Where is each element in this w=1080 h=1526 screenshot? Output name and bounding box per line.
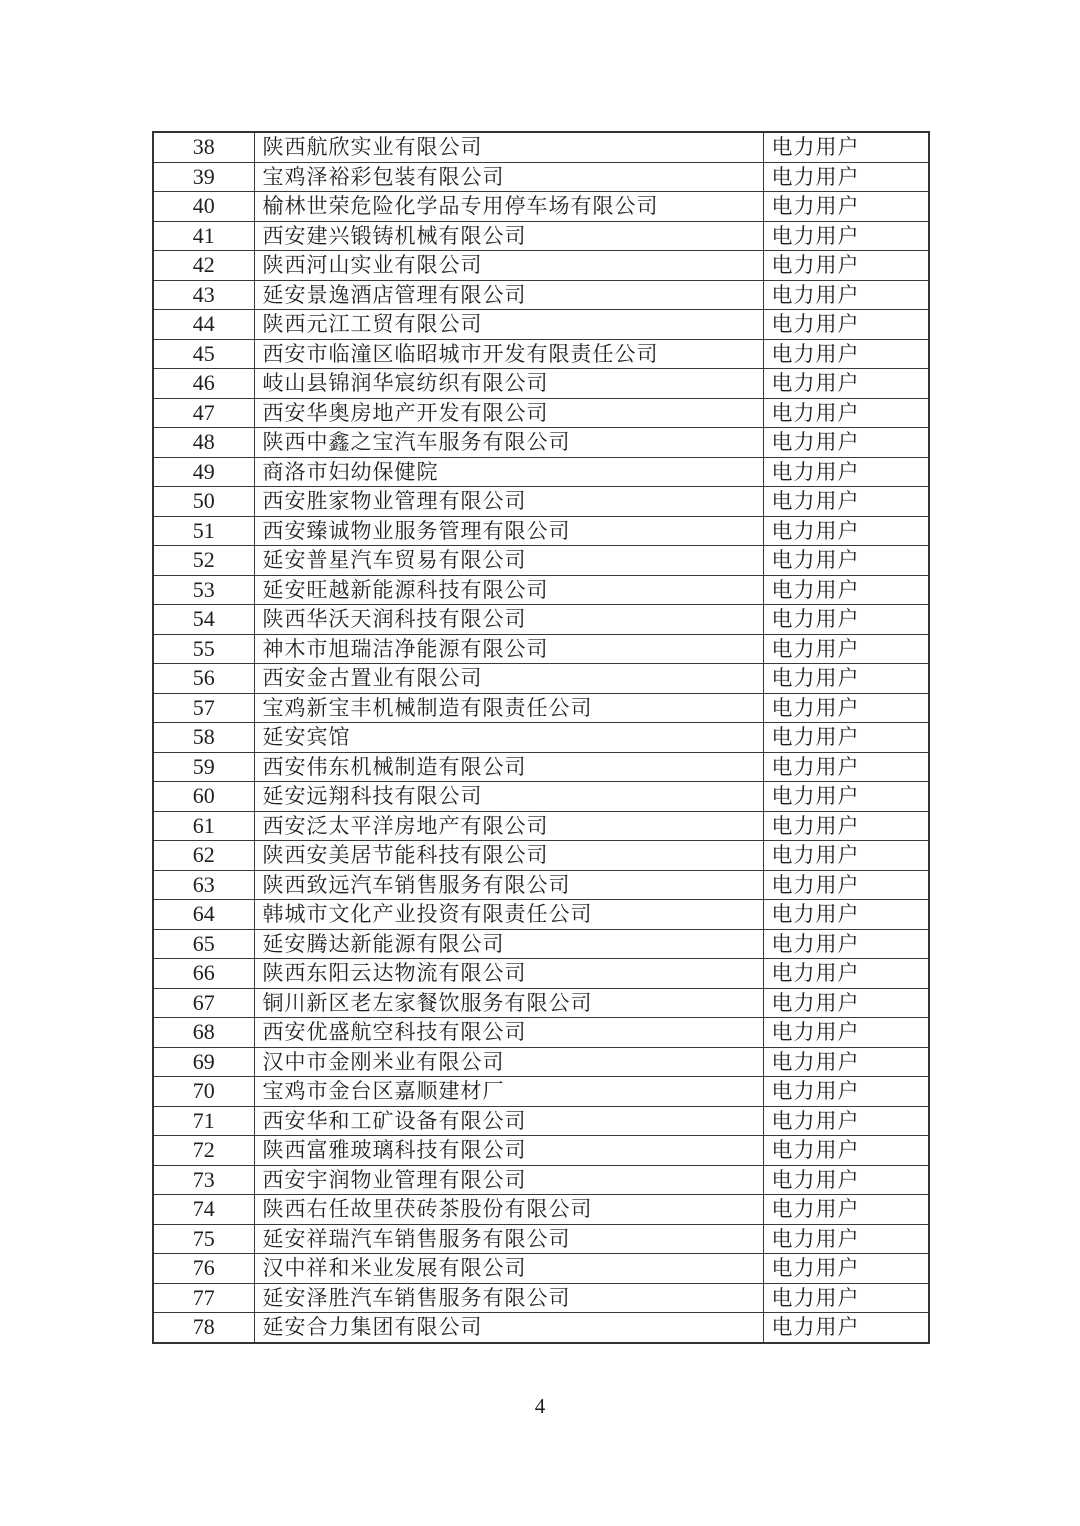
row-number-cell: 53	[153, 575, 254, 605]
company-name-cell: 延安泽胜汽车销售服务有限公司	[254, 1283, 763, 1313]
user-type-cell: 电力用户	[763, 1283, 929, 1313]
user-type-cell: 电力用户	[763, 929, 929, 959]
user-type-cell: 电力用户	[763, 782, 929, 812]
user-type-cell: 电力用户	[763, 310, 929, 340]
table-row	[153, 457, 929, 487]
table-row	[153, 664, 929, 694]
table-row	[153, 723, 929, 753]
company-name-cell: 延安旺越新能源科技有限公司	[254, 575, 763, 605]
table-row	[153, 1283, 929, 1313]
table-row	[153, 1224, 929, 1254]
row-number-cell: 67	[153, 988, 254, 1018]
user-type-cell: 电力用户	[763, 1313, 929, 1343]
row-number-cell: 56	[153, 664, 254, 694]
company-name-cell: 西安优盛航空科技有限公司	[254, 1018, 763, 1048]
user-type-cell: 电力用户	[763, 1195, 929, 1225]
table-row	[153, 192, 929, 222]
user-type-cell: 电力用户	[763, 634, 929, 664]
company-name-cell: 神木市旭瑞洁净能源有限公司	[254, 634, 763, 664]
company-name-cell: 西安华奥房地产开发有限公司	[254, 398, 763, 428]
row-number-cell: 65	[153, 929, 254, 959]
table-row	[153, 339, 929, 369]
company-name-cell: 延安普星汽车贸易有限公司	[254, 546, 763, 576]
table-row	[153, 693, 929, 723]
user-type-cell: 电力用户	[763, 1047, 929, 1077]
table-row	[153, 221, 929, 251]
table-row	[153, 428, 929, 458]
user-type-cell: 电力用户	[763, 428, 929, 458]
company-name-cell: 西安金古置业有限公司	[254, 664, 763, 694]
company-name-cell: 商洛市妇幼保健院	[254, 457, 763, 487]
user-type-cell: 电力用户	[763, 546, 929, 576]
table-row	[153, 132, 929, 162]
company-name-cell: 陕西航欣实业有限公司	[254, 132, 763, 162]
table-row	[153, 988, 929, 1018]
company-name-cell: 宝鸡市金台区嘉顺建材厂	[254, 1077, 763, 1107]
row-number-cell: 64	[153, 900, 254, 930]
user-type-cell: 电力用户	[763, 398, 929, 428]
row-number-cell: 75	[153, 1224, 254, 1254]
company-name-cell: 西安泛太平洋房地产有限公司	[254, 811, 763, 841]
company-name-cell: 陕西河山实业有限公司	[254, 251, 763, 281]
row-number-cell: 43	[153, 280, 254, 310]
company-name-cell: 榆林世荣危险化学品专用停车场有限公司	[254, 192, 763, 222]
user-type-cell: 电力用户	[763, 516, 929, 546]
company-name-cell: 西安臻诚物业服务管理有限公司	[254, 516, 763, 546]
row-number-cell: 50	[153, 487, 254, 517]
user-type-cell: 电力用户	[763, 988, 929, 1018]
company-name-cell: 宝鸡泽裕彩包装有限公司	[254, 162, 763, 192]
row-number-cell: 68	[153, 1018, 254, 1048]
row-number-cell: 76	[153, 1254, 254, 1284]
company-name-cell: 汉中祥和米业发展有限公司	[254, 1254, 763, 1284]
row-number-cell: 60	[153, 782, 254, 812]
row-number-cell: 52	[153, 546, 254, 576]
user-type-cell: 电力用户	[763, 664, 929, 694]
row-number-cell: 45	[153, 339, 254, 369]
company-name-cell: 陕西中鑫之宝汽车服务有限公司	[254, 428, 763, 458]
user-type-cell: 电力用户	[763, 221, 929, 251]
user-type-cell: 电力用户	[763, 959, 929, 989]
row-number-cell: 71	[153, 1106, 254, 1136]
power-user-list-table	[152, 131, 930, 1344]
company-name-cell: 宝鸡新宝丰机械制造有限责任公司	[254, 693, 763, 723]
row-number-cell: 47	[153, 398, 254, 428]
row-number-cell: 55	[153, 634, 254, 664]
user-type-cell: 电力用户	[763, 280, 929, 310]
company-name-cell: 陕西安美居节能科技有限公司	[254, 841, 763, 871]
table-row	[153, 369, 929, 399]
row-number-cell: 44	[153, 310, 254, 340]
row-number-cell: 62	[153, 841, 254, 871]
table-row	[153, 1195, 929, 1225]
row-number-cell: 57	[153, 693, 254, 723]
user-type-cell: 电力用户	[763, 841, 929, 871]
user-type-cell: 电力用户	[763, 1136, 929, 1166]
table-row	[153, 1047, 929, 1077]
page-number: 4	[534, 1394, 546, 1418]
table-row	[153, 782, 929, 812]
row-number-cell: 78	[153, 1313, 254, 1343]
row-number-cell: 49	[153, 457, 254, 487]
table-row	[153, 634, 929, 664]
company-name-cell: 延安腾达新能源有限公司	[254, 929, 763, 959]
company-name-cell: 铜川新区老左家餐饮服务有限公司	[254, 988, 763, 1018]
row-number-cell: 74	[153, 1195, 254, 1225]
user-type-cell: 电力用户	[763, 870, 929, 900]
company-name-cell: 陕西富雅玻璃科技有限公司	[254, 1136, 763, 1166]
table-row	[153, 546, 929, 576]
table-row	[153, 752, 929, 782]
row-number-cell: 59	[153, 752, 254, 782]
row-number-cell: 61	[153, 811, 254, 841]
table-row	[153, 1165, 929, 1195]
table-row	[153, 575, 929, 605]
user-type-cell: 电力用户	[763, 339, 929, 369]
user-type-cell: 电力用户	[763, 162, 929, 192]
table-row	[153, 310, 929, 340]
row-number-cell: 40	[153, 192, 254, 222]
row-number-cell: 54	[153, 605, 254, 635]
table-row	[153, 162, 929, 192]
company-name-cell: 西安伟东机械制造有限公司	[254, 752, 763, 782]
table-row	[153, 959, 929, 989]
table-row	[153, 516, 929, 546]
table-row	[153, 251, 929, 281]
table-row	[153, 841, 929, 871]
table-row	[153, 870, 929, 900]
table-body	[153, 132, 929, 1343]
user-type-cell: 电力用户	[763, 1224, 929, 1254]
table-row	[153, 280, 929, 310]
company-name-cell: 陕西华沃天润科技有限公司	[254, 605, 763, 635]
row-number-cell: 38	[153, 132, 254, 162]
company-name-cell: 西安胜家物业管理有限公司	[254, 487, 763, 517]
company-name-cell: 韩城市文化产业投资有限责任公司	[254, 900, 763, 930]
row-number-cell: 46	[153, 369, 254, 399]
row-number-cell: 69	[153, 1047, 254, 1077]
table-row	[153, 811, 929, 841]
user-type-cell: 电力用户	[763, 1106, 929, 1136]
table-row	[153, 1018, 929, 1048]
row-number-cell: 51	[153, 516, 254, 546]
user-type-cell: 电力用户	[763, 723, 929, 753]
company-name-cell: 延安景逸酒店管理有限公司	[254, 280, 763, 310]
company-name-cell: 延安祥瑞汽车销售服务有限公司	[254, 1224, 763, 1254]
company-name-cell: 西安建兴锻铸机械有限公司	[254, 221, 763, 251]
user-type-cell: 电力用户	[763, 369, 929, 399]
user-type-cell: 电力用户	[763, 1018, 929, 1048]
company-name-cell: 陕西右任故里茯砖茶股份有限公司	[254, 1195, 763, 1225]
company-name-cell: 延安远翔科技有限公司	[254, 782, 763, 812]
user-type-cell: 电力用户	[763, 192, 929, 222]
company-name-cell: 陕西致远汽车销售服务有限公司	[254, 870, 763, 900]
user-type-cell: 电力用户	[763, 1165, 929, 1195]
table-row	[153, 1136, 929, 1166]
table-row	[153, 1254, 929, 1284]
table-row	[153, 1313, 929, 1343]
row-number-cell: 58	[153, 723, 254, 753]
company-name-cell: 西安市临潼区临昭城市开发有限责任公司	[254, 339, 763, 369]
table-row	[153, 398, 929, 428]
user-type-cell: 电力用户	[763, 752, 929, 782]
row-number-cell: 63	[153, 870, 254, 900]
user-type-cell: 电力用户	[763, 1077, 929, 1107]
row-number-cell: 72	[153, 1136, 254, 1166]
company-name-cell: 汉中市金刚米业有限公司	[254, 1047, 763, 1077]
row-number-cell: 73	[153, 1165, 254, 1195]
company-name-cell: 延安合力集团有限公司	[254, 1313, 763, 1343]
company-name-cell: 陕西东阳云达物流有限公司	[254, 959, 763, 989]
user-type-cell: 电力用户	[763, 1254, 929, 1284]
company-name-cell: 陕西元江工贸有限公司	[254, 310, 763, 340]
user-type-cell: 电力用户	[763, 605, 929, 635]
company-name-cell: 延安宾馆	[254, 723, 763, 753]
user-type-cell: 电力用户	[763, 693, 929, 723]
user-type-cell: 电力用户	[763, 575, 929, 605]
row-number-cell: 39	[153, 162, 254, 192]
user-type-cell: 电力用户	[763, 811, 929, 841]
row-number-cell: 70	[153, 1077, 254, 1107]
user-type-cell: 电力用户	[763, 900, 929, 930]
row-number-cell: 48	[153, 428, 254, 458]
user-type-cell: 电力用户	[763, 132, 929, 162]
row-number-cell: 77	[153, 1283, 254, 1313]
user-type-cell: 电力用户	[763, 251, 929, 281]
row-number-cell: 42	[153, 251, 254, 281]
row-number-cell: 66	[153, 959, 254, 989]
table-row	[153, 487, 929, 517]
table-row	[153, 1077, 929, 1107]
table-row	[153, 605, 929, 635]
table-row	[153, 1106, 929, 1136]
table-row	[153, 929, 929, 959]
user-type-cell: 电力用户	[763, 487, 929, 517]
company-name-cell: 西安华和工矿设备有限公司	[254, 1106, 763, 1136]
table-row	[153, 900, 929, 930]
company-name-cell: 岐山县锦润华宸纺织有限公司	[254, 369, 763, 399]
user-type-cell: 电力用户	[763, 457, 929, 487]
row-number-cell: 41	[153, 221, 254, 251]
company-name-cell: 西安宇润物业管理有限公司	[254, 1165, 763, 1195]
